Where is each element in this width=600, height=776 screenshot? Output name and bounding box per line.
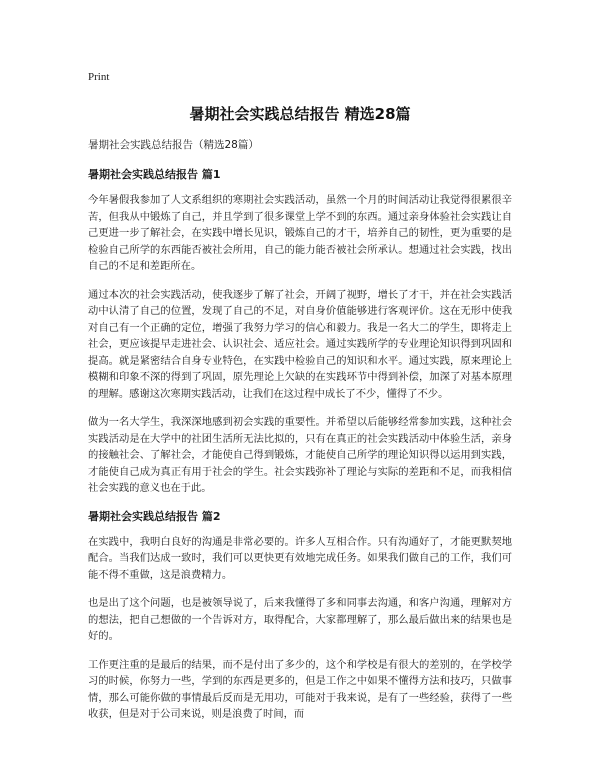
section-2 (88, 509, 512, 723)
paragraph: 通过本次的社会实践活动，使我逐步了解了社会，开阔了视野，增长了才干，并在社会实践活动中认清了自己的位置，发现了自己的不足，对自身价值能够进行客观评价。这在无形中使我对自己有一个正确的定位，增强了我努力学习的信心和毅力。我是一名大二的学生，即将走上社会，更应该提早走进社会、认识社会、适应社会。通过实践所学的专业理论知识得到巩固和提高。就是紧密结合自身专业特色，在实践中检验自己的知识和水平。通过实践，原来理论上模糊和印象不深的得到了巩固，原先理论上欠缺的在实践环节中得到补偿，加深了对基本原理的理解。感谢这次寒期实践活动，让我们在这过程中成长了不少，懂得了不少。 (88, 288, 512, 400)
document-subtitle: 暑期社会实践总结报告（精选28篇） (88, 139, 259, 151)
paragraph: 做为一名大学生，我深深地感到初会实践的重要性。并希望以后能够经常参加实践，这种社会实践活动是在大学中的社团生活所无法比拟的，只有在真正的社会实践活动中体验生活，亲身的接触社会、了解社会，才能使自己得到锻炼，才能使自己所学的理论知识得以运用到实践，才能使自己成为真正有用于社会的学生。社会实践弥补了理论与实际的差距和不足，而我相信社会实践的意义也在于此。 (88, 416, 512, 494)
paragraph: 今年暑假我参加了人文系组织的寒期社会实践活动，虽然一个月的时间活动让我觉得很累很辛苦，但我从中锻炼了自己，并且学到了很多课堂上学不到的东西。通过亲身体验社会实践让自己更进一步了解社会，在实践中增长见识，锻炼自己的才干，培养自己的韧性，更为重要的是检验自己所学的东西能否被社会所用，自己的能力能否被社会所承认。想通过社会实践，找出自己的不足和差距所在。 (88, 194, 512, 272)
section-1 (88, 167, 512, 497)
paragraph: 在实践中，我明白良好的沟通是非常必要的。许多人互相合作。只有沟通好了，才能更默契地配合。当我们达成一致时，我们可以更快更有效地完成任务。如果我们做自己的工作，我们可能不得不重做，这是浪费精力。 (88, 535, 512, 581)
paragraph: 也是出了这个问题，也是被领导说了，后来我懂得了多和同事去沟通，和客户沟通，理解对方的想法，把自己想做的一个告诉对方，取得配合，大家都理解了，那么最后做出来的结果也是好的。 (88, 597, 512, 642)
section-heading: 暑期社会实践总结报告 篇1 (88, 168, 221, 181)
paragraph: 工作更注重的是最后的结果，而不是付出了多少的，这个和学校是有很大的差别的，在学校学习的时候，你努力一些，学到的东西是更多的，但是工作之中如果不懂得方法和技巧，只做事情，那么可能你做的事情最后反而是无用功，可能对于我来说，是有了一些经验，获得了一些收获，但是对于公司来说，则是浪费了时间，而 (88, 658, 512, 720)
section-heading: 暑期社会实践总结报告 篇2 (88, 509, 221, 523)
print-label[interactable]: Print (88, 71, 110, 83)
document-title: 暑期社会实践总结报告 精选28篇 (189, 105, 411, 123)
